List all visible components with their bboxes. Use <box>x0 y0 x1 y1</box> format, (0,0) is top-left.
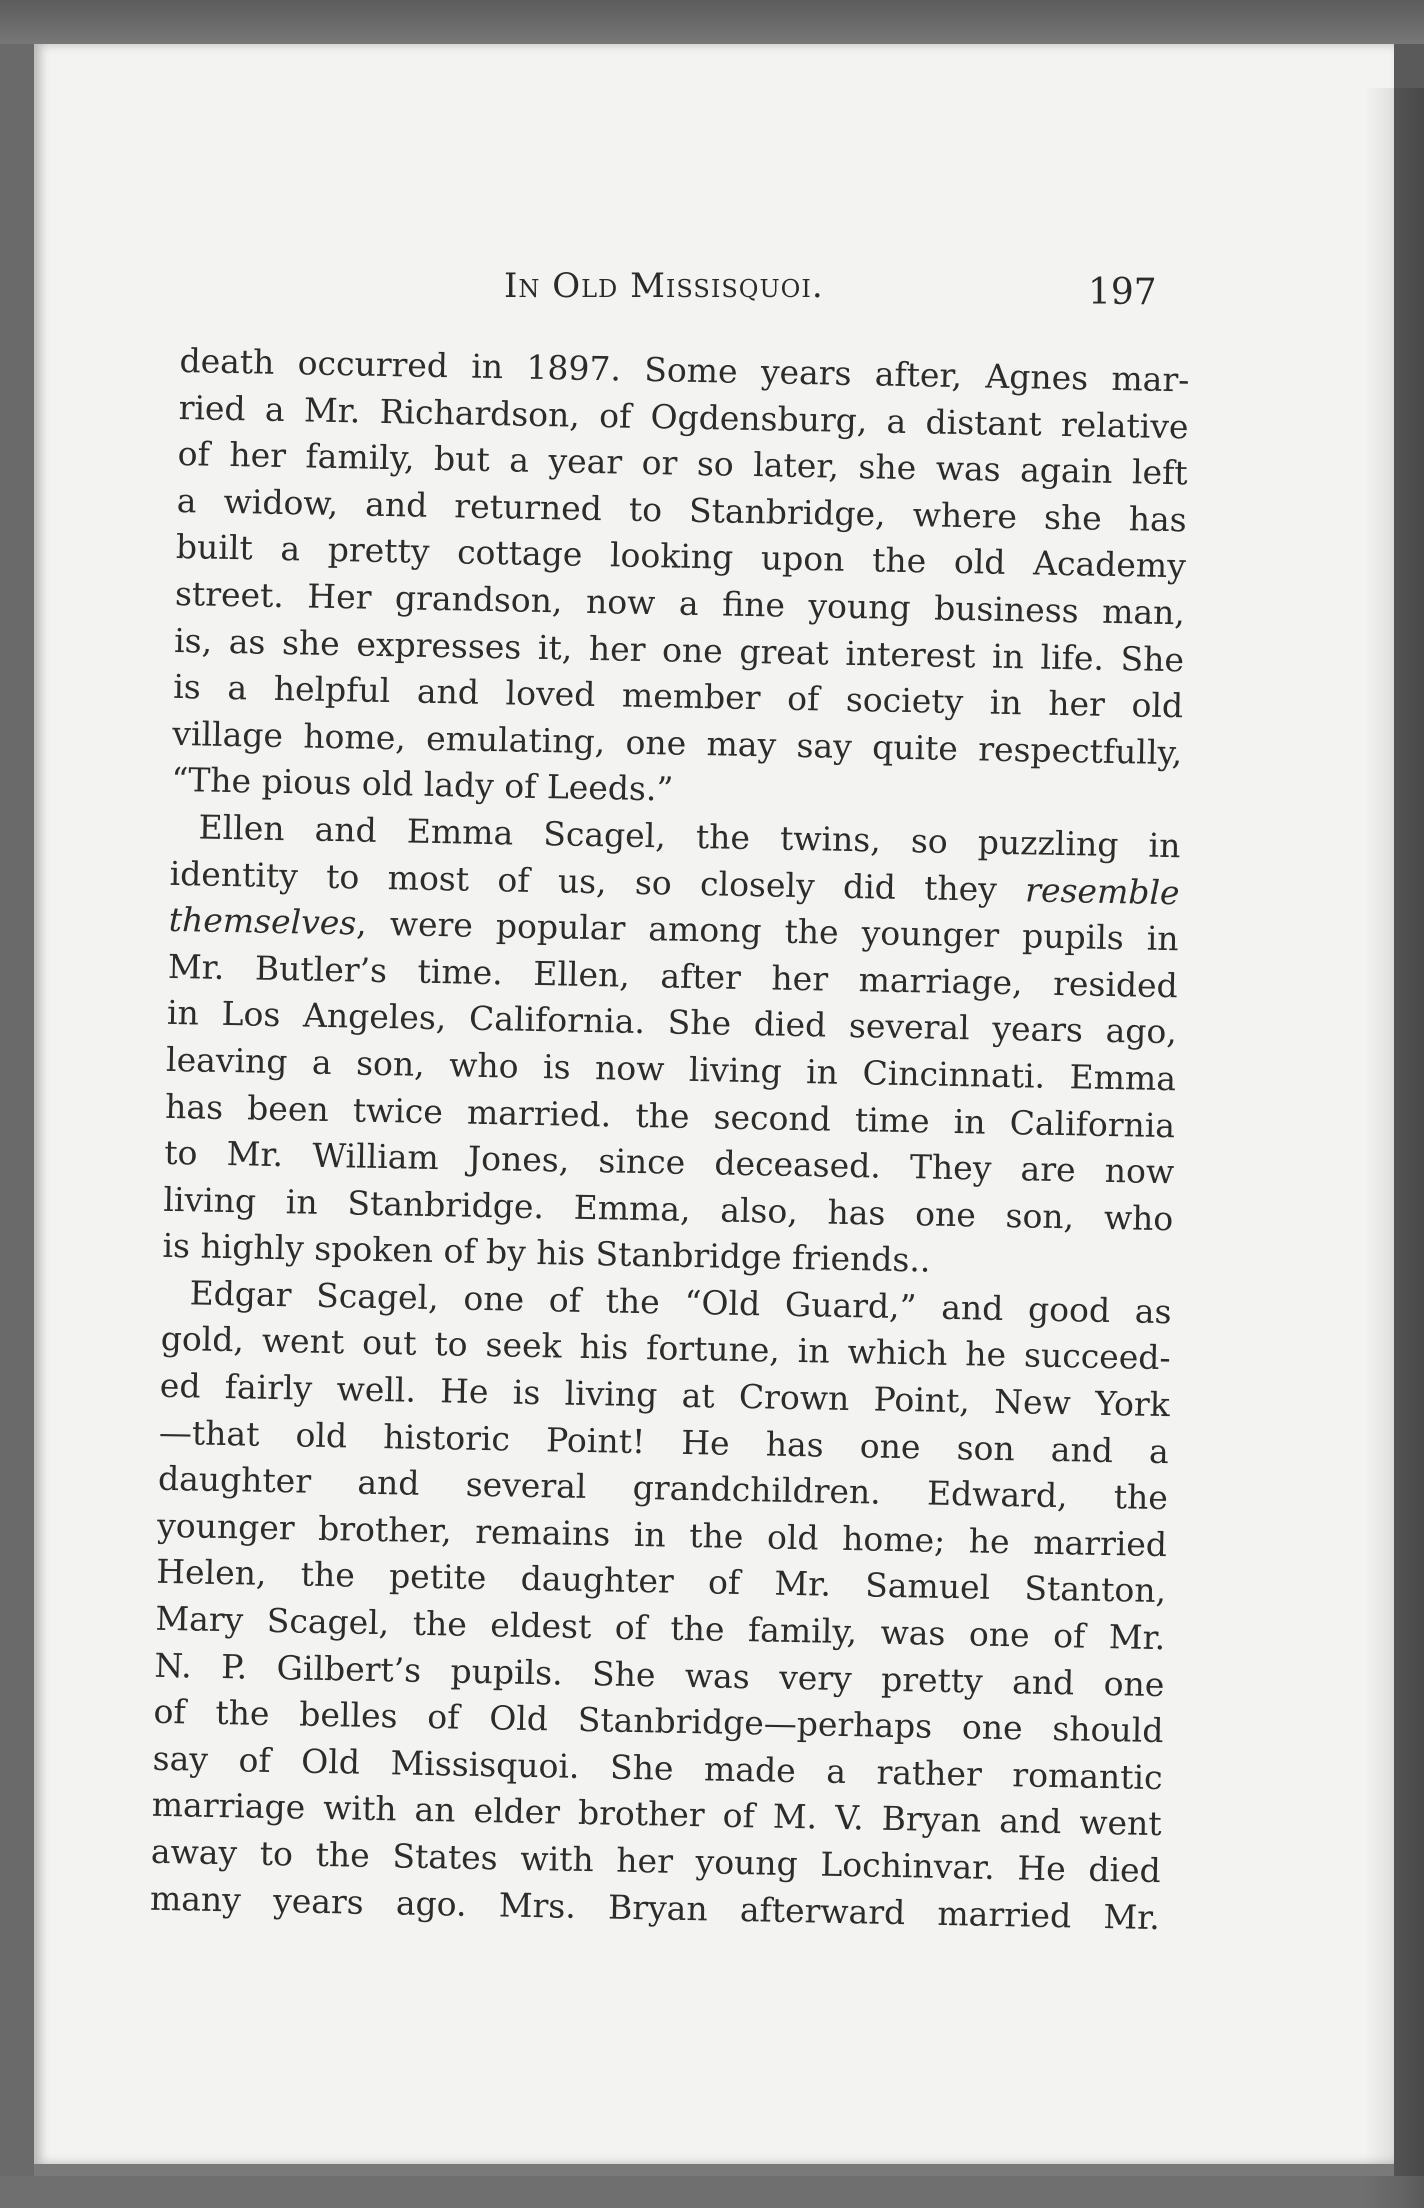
paragraph <box>171 338 1190 823</box>
italic-word: resemble <box>1024 869 1180 912</box>
text-line: in Los Angeles, California. She died several years ago, <box>166 993 1178 1052</box>
text-line: Ellen and Emma Scagel, the twins, so puzzling in <box>198 807 1181 866</box>
text-line: gold, went out to seek his fortune, in which he succeed- <box>160 1319 1171 1378</box>
text-line: daughter and several grandchildren. Edward, the <box>157 1459 1169 1518</box>
page-gutter-shadow <box>1364 88 1424 2208</box>
text-line: is a helpful and loved member of society in her old <box>172 667 1184 726</box>
text-line: —that old historic Point! He has one son and a <box>158 1412 1170 1471</box>
scan-bottom-border <box>34 2164 1394 2176</box>
running-title: In Old Missisquoi. <box>504 266 824 306</box>
text-line: ed fairly well. He is living at Crown Point, New York <box>159 1365 1171 1425</box>
text-line: “The pious old lady of Leeds.” <box>171 760 674 809</box>
text-line: living in Stanbridge. Emma, also, has one son, who <box>163 1179 1174 1238</box>
text-line: a widow, and returned to Stanbridge, where she has <box>176 480 1188 540</box>
text-line: of the belles of Old Stanbridge—perhaps one should <box>153 1691 1164 1751</box>
text-line: N. P. Gilbert’s pupils. She was very pretty and one <box>154 1645 1165 1704</box>
scan-top-border <box>0 0 1424 44</box>
text-line: has been twice married. the second time in California <box>164 1086 1176 1145</box>
text-line: built a pretty cottage looking upon the old Academy <box>175 527 1187 586</box>
text-line: themselves, were popular among the younger pupils in <box>168 900 1180 959</box>
text-line: street. Her grandson, now a fine young business man, <box>174 573 1186 633</box>
text-line: Mary Scagel, the eldest of the family, was one of Mr. <box>155 1598 1166 1658</box>
book-page <box>34 44 1394 2164</box>
italic-word: themselves <box>168 900 357 943</box>
body-text <box>150 338 1190 1941</box>
text-line: village home, emulating, one may say quite respectfully, <box>172 713 1183 773</box>
text-segment: identity to most of us, so closely did they <box>169 853 1026 909</box>
text-line: death occurred in 1897. Some years after, Agnes mar- <box>179 340 1190 400</box>
text-line: is, as she expresses it, her one great interest in life. She <box>173 620 1185 679</box>
text-line: away to the States with her young Lochinvar. He died <box>150 1831 1162 1891</box>
text-line: younger brother, remains in the old home; he married <box>156 1505 1168 1565</box>
text-line: to Mr. William Jones, since deceased. They are now <box>163 1132 1175 1192</box>
text-line: Edgar Scagel, one of the “Old Guard,” and good as <box>189 1273 1172 1332</box>
scan-left-border <box>0 44 34 2176</box>
text-line: say of Old Missisquoi. She made a rather romantic <box>152 1738 1163 1797</box>
text-line: is highly spoken of by his Stanbridge friends.. <box>162 1226 931 1280</box>
text-line: Helen, the petite daughter of Mr. Samuel Stanton, <box>155 1552 1167 1611</box>
page-header <box>34 266 1394 322</box>
paragraph-continued <box>162 850 1180 1289</box>
page-number: 197 <box>1088 272 1157 313</box>
text-line: Mr. Butler’s time. Ellen, after her marriage, resided <box>167 946 1179 1005</box>
paragraph-continued <box>150 1316 1171 1941</box>
text-line: leaving a son, who is now living in Cincinnati. Emma <box>165 1039 1177 1099</box>
text-line: marriage with an elder brother of M. V. Bryan and went <box>151 1785 1163 1844</box>
text-line: ried a Mr. Richardson, of Ogdensburg, a distant relative <box>178 387 1189 446</box>
text-line: many years ago. Mrs. Bryan afterward married Mr. <box>149 1878 1161 1937</box>
text-line: of her family, but a year or so later, she was again left <box>177 434 1188 493</box>
